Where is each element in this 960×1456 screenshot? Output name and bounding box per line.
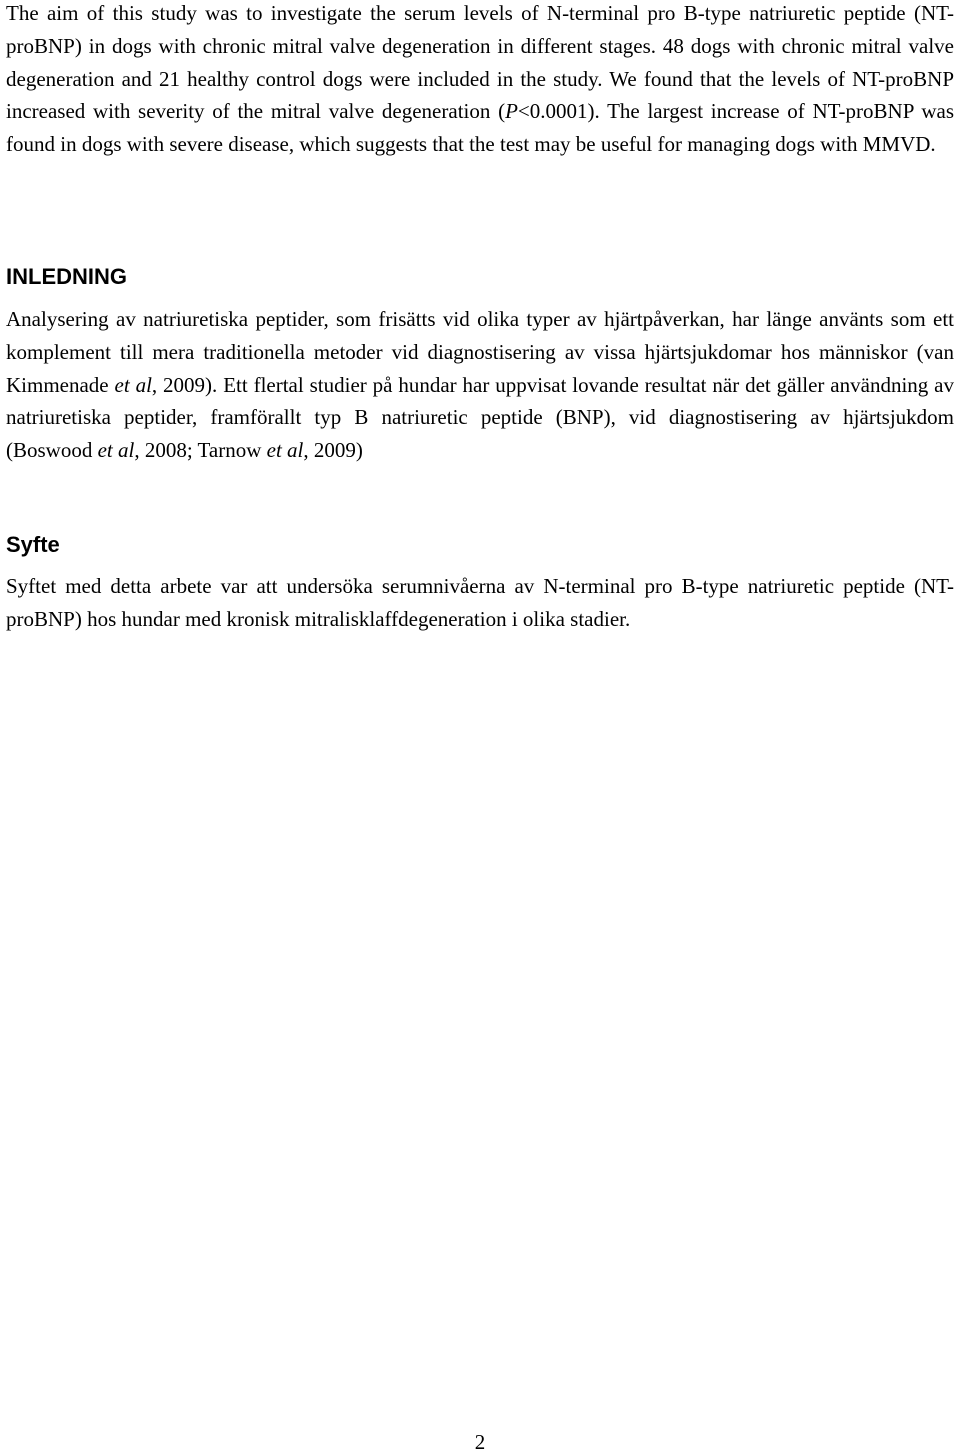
section-heading-inledning: INLEDNING	[6, 264, 127, 289]
inledning-paragraph	[6, 303, 954, 467]
abstract-paragraph	[6, 0, 954, 161]
abstract-text-part1: The aim of this study was to investigate the serum levels of N-terminal pro B-type natriuretic peptide (NT-proBNP) in dogs with chronic mitral valve degeneration in different stages. 48 dogs with chronic mitral valve degeneration and 21 healthy control dogs were included in the study. We found that the levels of NT-proBNP increased with severity of the mitral valve degeneration (	[6, 1, 954, 124]
section-heading-syfte: Syfte	[6, 532, 60, 557]
citation-etal: et al	[97, 438, 135, 463]
inledning-text-part4: , 2009)	[303, 438, 363, 463]
citation-etal: et al	[266, 438, 304, 463]
abstract-text-part2: <0.0001). The largest increase of NT-proBNP was found in dogs with severe disease, which suggests that the test may be useful for managing dogs with MMVD.	[6, 99, 954, 157]
citation-etal: et al	[114, 372, 152, 397]
inledning-text-part2: , 2009). Ett flertal studier på hundar har uppvisat lovande resultat när det gäller användning av natriuretiska peptider, framförallt typ B natriuretic peptide (BNP), vid diagnostisering av hjärtsjukdom (Boswood	[6, 372, 954, 463]
inledning-text-part1: Analysering av natriuretiska peptider, som frisätts vid olika typer av hjärtpåverkan, har länge använts som ett komplement till mera traditionella metoder vid diagnostisering av vissa hjärtsjukdomar hos människor (van Kimmenade	[6, 307, 954, 397]
p-value-symbol: P	[505, 99, 518, 124]
inledning-text-part3: , 2008; Tarnow	[134, 438, 267, 463]
syfte-paragraph: Syftet med detta arbete var att undersöka serumnivåerna av N-terminal pro B-type natriuretic peptide (NT-proBNP) hos hundar med kronisk mitralisklaffdegeneration i olika stadier.	[6, 574, 954, 631]
page-number: 2	[474, 1430, 486, 1454]
